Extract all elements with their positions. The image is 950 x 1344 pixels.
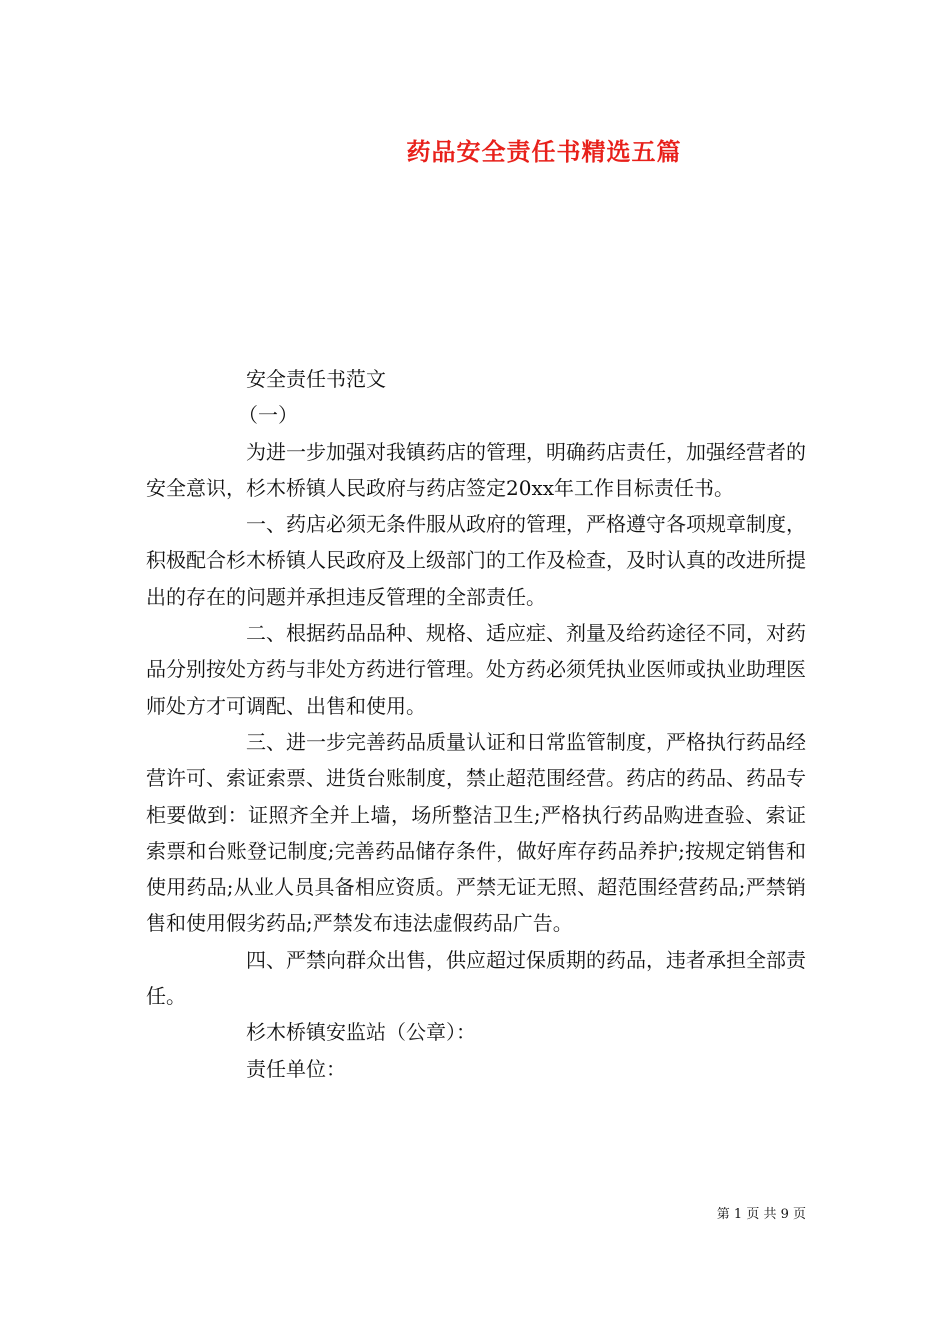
section-number: （一） <box>238 403 298 428</box>
paragraph-item-1: 一、药店必须无条件服从政府的管理，严格遵守各项规章制度，积极配合杉木桥镇人民政府及上级部门的工作及检查，及时认真的改进所提出的存在的问题并承担违反管理的全部责任。 <box>146 512 806 609</box>
page-title: 药品安全责任书精选五篇 <box>406 137 682 166</box>
paragraph-item-4: 四、严禁向群众出售，供应超过保质期的药品，违者承担全部责任。 <box>146 947 806 1009</box>
page-number: 第 1 页 共 9 页 <box>716 1207 806 1222</box>
paragraph-item-2: 二、根据药品品种、规格、适应症、剂量及给药途径不同，对药品分别按处方药与非处方药进行管理。处方药必须凭执业医师或执业助理医师处方才可调配、出售和使用。 <box>146 621 806 718</box>
document-body <box>146 361 806 1087</box>
signature-supervisor: 杉木桥镇安监站（公章）： <box>246 1020 476 1045</box>
paragraph-item-3: 三、进一步完善药品质量认证和日常监管制度，严格执行药品经营许可、索证索票、进货台账制度，禁止超范围经营。药店的药品、药品专柜要做到：证照齐全并上墙，场所整洁卫生;严格执行药品购进查验、索证索票和台账登记制度;完善药品储存条件，做好库存药品养护;按规定销售和使用药品;从业人员具备相应资质。严禁无证无照、超范围经营药品;严禁销售和使用假劣药品;严禁发布违法虚假药品广告。 <box>146 729 806 936</box>
paragraph-intro: 为进一步加强对我镇药店的管理，明确药店责任，加强经营者的安全意识，杉木桥镇人民政府与药店签定20xx年工作目标责任书。 <box>146 439 806 500</box>
signature-responsible-unit: 责任单位： <box>246 1056 346 1081</box>
section-title: 安全责任书范文 <box>246 367 386 391</box>
